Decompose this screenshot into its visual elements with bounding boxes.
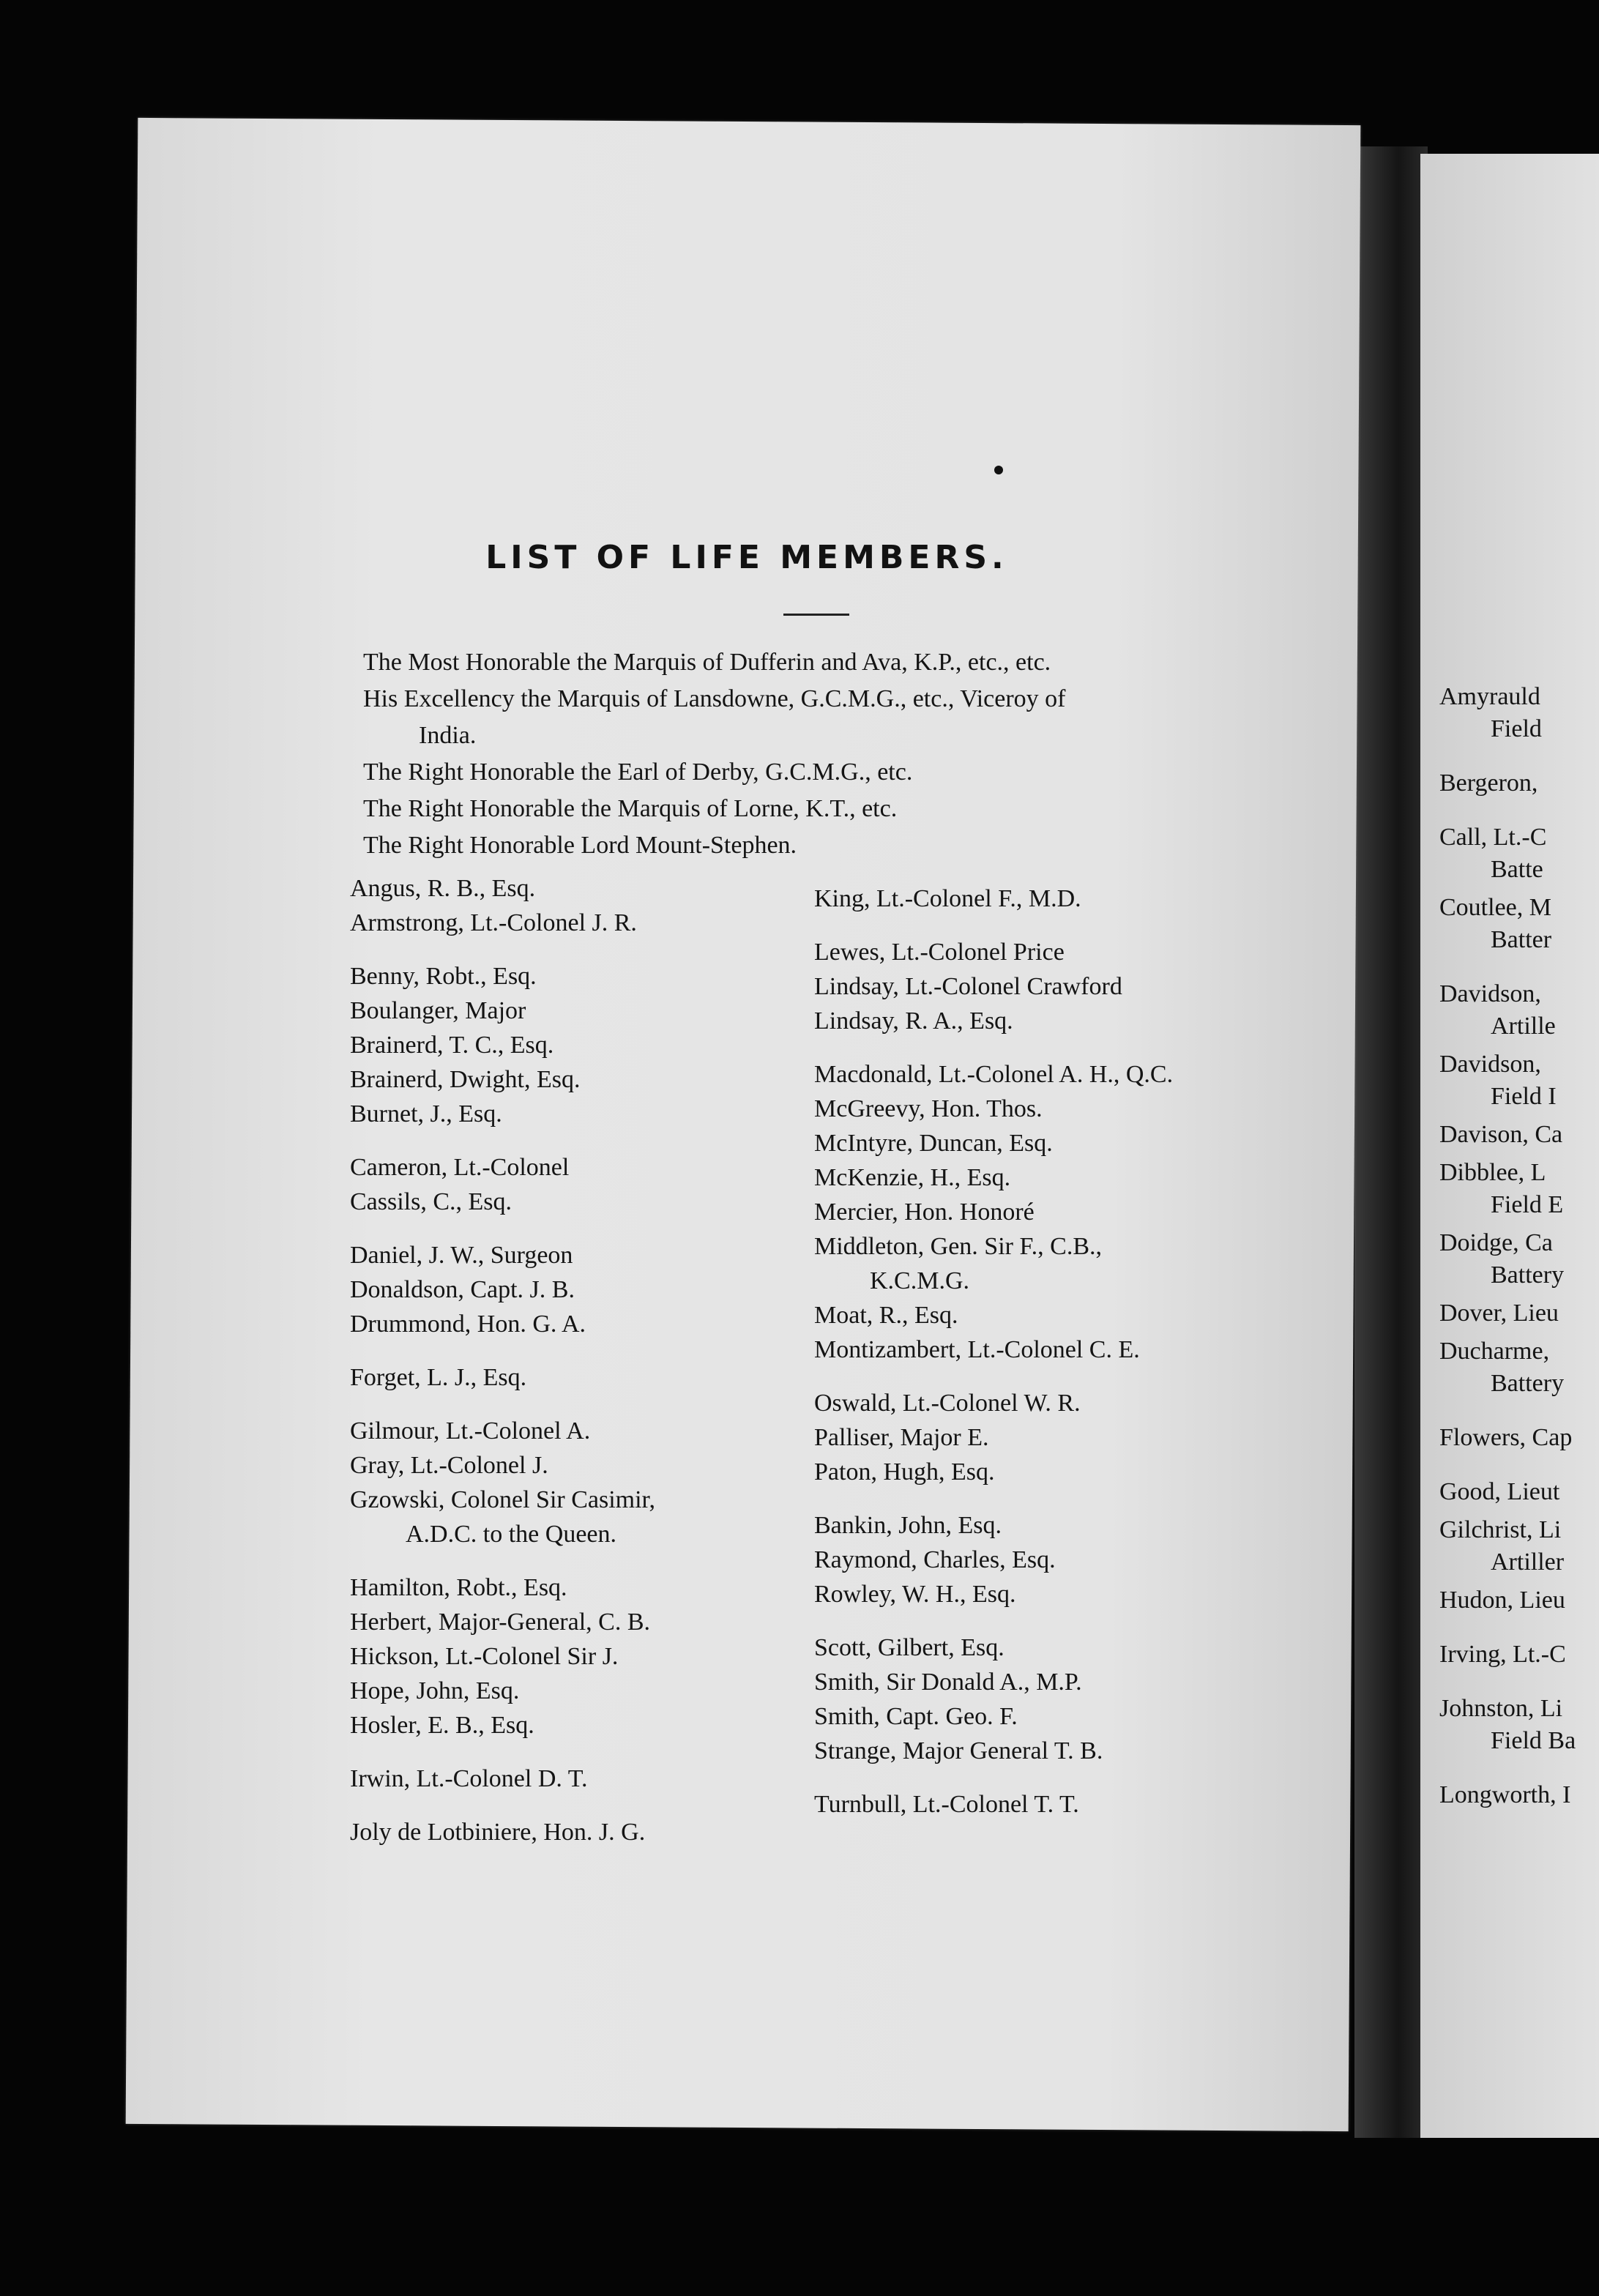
right-page-entry-continuation: Field Ba bbox=[1491, 1727, 1576, 1754]
member-name: Benny, Robt., Esq. bbox=[350, 963, 537, 990]
right-page-entry bbox=[1439, 892, 1576, 956]
right-page-entry bbox=[1439, 1157, 1576, 1221]
right-page-entry-name: Dover, Lieu bbox=[1439, 1300, 1559, 1327]
member-entry bbox=[350, 1448, 789, 1483]
honorary-member-line: The Right Honorable the Marquis of Lorne, K.T., etc. bbox=[363, 795, 898, 822]
right-page-entry-continuation: Field I bbox=[1491, 1083, 1557, 1110]
right-page-entry bbox=[1439, 978, 1576, 1043]
member-name: Bankin, John, Esq. bbox=[814, 1512, 1002, 1539]
member-group bbox=[350, 1570, 789, 1742]
member-entry bbox=[814, 1787, 1371, 1822]
member-name: Smith, Capt. Geo. F. bbox=[814, 1703, 1018, 1730]
member-group bbox=[350, 959, 789, 1131]
right-page-entry bbox=[1439, 1779, 1576, 1811]
member-name: Boulanger, Major bbox=[350, 997, 526, 1024]
right-page-entry bbox=[1439, 681, 1576, 745]
member-entry bbox=[350, 1708, 789, 1742]
right-page-entry-name: Longworth, I bbox=[1439, 1781, 1571, 1808]
member-entry bbox=[350, 1062, 789, 1097]
page-mark bbox=[994, 466, 1003, 474]
member-entry bbox=[814, 1057, 1371, 1092]
member-name: Hamilton, Robt., Esq. bbox=[350, 1574, 567, 1601]
right-page-entry-continuation: Artiller bbox=[1491, 1548, 1565, 1576]
member-name: Lindsay, R. A., Esq. bbox=[814, 1007, 1013, 1035]
member-entry bbox=[814, 881, 1371, 916]
member-group bbox=[814, 1386, 1371, 1489]
member-entry bbox=[814, 1734, 1371, 1768]
member-entry bbox=[814, 1160, 1371, 1195]
right-page-entry-name: Davidson, bbox=[1439, 1051, 1541, 1078]
member-name: Hope, John, Esq. bbox=[350, 1677, 520, 1704]
member-entry bbox=[350, 1028, 789, 1062]
right-page-entry-name: Coutlee, M bbox=[1439, 894, 1551, 921]
member-group bbox=[814, 1057, 1371, 1367]
member-entry bbox=[814, 1004, 1371, 1038]
member-name: Montizambert, Lt.-Colonel C. E. bbox=[814, 1336, 1140, 1363]
member-entry bbox=[814, 1332, 1371, 1367]
member-entry bbox=[814, 1455, 1371, 1489]
member-entry bbox=[350, 1815, 789, 1849]
member-entry bbox=[350, 1185, 789, 1219]
member-name: Smith, Sir Donald A., M.P. bbox=[814, 1669, 1082, 1696]
right-page-entries bbox=[1439, 681, 1576, 1817]
member-name: Gray, Lt.-Colonel J. bbox=[350, 1452, 548, 1479]
member-name: McGreevy, Hon. Thos. bbox=[814, 1095, 1043, 1122]
member-name: Armstrong, Lt.-Colonel J. R. bbox=[350, 909, 637, 936]
right-page-entry-continuation: Batte bbox=[1491, 856, 1543, 883]
member-entry bbox=[350, 1414, 789, 1448]
member-group bbox=[350, 1414, 789, 1551]
member-entry bbox=[814, 1386, 1371, 1420]
member-entry bbox=[350, 1570, 789, 1605]
member-name: Angus, R. B., Esq. bbox=[350, 875, 536, 902]
member-entry bbox=[350, 906, 789, 940]
member-name: King, Lt.-Colonel F., M.D. bbox=[814, 885, 1081, 912]
member-entry bbox=[814, 1420, 1371, 1455]
member-name: Turnbull, Lt.-Colonel T. T. bbox=[814, 1791, 1079, 1818]
right-page-entry-continuation: Artille bbox=[1491, 1013, 1556, 1040]
member-group bbox=[814, 1787, 1371, 1822]
member-entry bbox=[814, 1126, 1371, 1160]
honorary-member-line: The Most Honorable the Marquis of Dufferin and Ava, K.P., etc., etc. bbox=[363, 649, 1051, 676]
right-page-entry-name: Davison, Ca bbox=[1439, 1121, 1563, 1148]
member-name: Oswald, Lt.-Colonel W. R. bbox=[814, 1390, 1081, 1417]
right-page-entry bbox=[1439, 1693, 1576, 1757]
right-page-entry-name: Bergeron, bbox=[1439, 769, 1538, 797]
right-page-entry bbox=[1439, 1584, 1576, 1617]
right-page-entry bbox=[1439, 1476, 1576, 1508]
page-title: LIST OF LIFE MEMBERS. bbox=[485, 539, 1008, 576]
member-entry bbox=[814, 1508, 1371, 1543]
member-entry bbox=[350, 1097, 789, 1131]
right-page-entry-name: Doidge, Ca bbox=[1439, 1229, 1553, 1256]
member-name: Raymond, Charles, Esq. bbox=[814, 1546, 1056, 1573]
member-entry bbox=[350, 1639, 789, 1674]
member-name: Hickson, Lt.-Colonel Sir J. bbox=[350, 1643, 619, 1670]
member-group bbox=[350, 1360, 789, 1395]
member-name: Cassils, C., Esq. bbox=[350, 1188, 512, 1215]
right-page bbox=[1420, 154, 1599, 2138]
right-page-entry-continuation: Batter bbox=[1491, 926, 1552, 953]
member-group bbox=[350, 1150, 789, 1219]
right-page-entry-name: Amyrauld bbox=[1439, 683, 1540, 710]
member-name: Drummond, Hon. G. A. bbox=[350, 1311, 586, 1338]
member-entry bbox=[814, 1665, 1371, 1699]
member-group bbox=[814, 1630, 1371, 1768]
right-page-entry bbox=[1439, 1335, 1576, 1400]
right-page-entry bbox=[1439, 1639, 1576, 1671]
member-group bbox=[350, 1762, 789, 1796]
title-rule bbox=[783, 614, 849, 616]
member-name: Daniel, J. W., Surgeon bbox=[350, 1242, 573, 1269]
right-page-entry-name: Hudon, Lieu bbox=[1439, 1587, 1565, 1614]
member-group bbox=[350, 871, 789, 940]
right-page-entry-name: Flowers, Cap bbox=[1439, 1424, 1573, 1451]
right-page-entry bbox=[1439, 767, 1576, 800]
right-page-entry bbox=[1439, 821, 1576, 886]
member-name: McIntyre, Duncan, Esq. bbox=[814, 1130, 1053, 1157]
member-name: Lindsay, Lt.-Colonel Crawford bbox=[814, 973, 1122, 1000]
member-name: Forget, L. J., Esq. bbox=[350, 1364, 527, 1391]
member-entry bbox=[814, 1298, 1371, 1332]
right-page-entry-name: Ducharme, bbox=[1439, 1338, 1550, 1365]
member-name: Brainerd, Dwight, Esq. bbox=[350, 1066, 581, 1093]
member-name: Burnet, J., Esq. bbox=[350, 1100, 502, 1128]
member-name: Rowley, W. H., Esq. bbox=[814, 1581, 1016, 1608]
member-entry bbox=[814, 969, 1371, 1004]
member-entry bbox=[814, 1577, 1371, 1611]
member-entry bbox=[814, 1543, 1371, 1577]
member-entry bbox=[350, 1605, 789, 1639]
member-name: McKenzie, H., Esq. bbox=[814, 1164, 1011, 1191]
member-entry bbox=[814, 935, 1371, 969]
member-entry bbox=[814, 1229, 1371, 1298]
member-entry bbox=[814, 1699, 1371, 1734]
member-group bbox=[350, 1238, 789, 1341]
member-name: Mercier, Hon. Honoré bbox=[814, 1199, 1035, 1226]
right-page-entry bbox=[1439, 1227, 1576, 1292]
right-page-entry bbox=[1439, 1297, 1576, 1330]
member-entry bbox=[350, 1307, 789, 1341]
members-column-b bbox=[814, 881, 1371, 1841]
member-entry bbox=[814, 1630, 1371, 1665]
member-entry bbox=[350, 994, 789, 1028]
member-name: Gzowski, Colonel Sir Casimir, bbox=[350, 1486, 656, 1513]
member-entry bbox=[350, 1272, 789, 1307]
right-page-entry-continuation: Battery bbox=[1491, 1370, 1565, 1397]
right-page-entry bbox=[1439, 1514, 1576, 1578]
member-name: Irwin, Lt.-Colonel D. T. bbox=[350, 1765, 588, 1792]
member-group bbox=[814, 881, 1371, 916]
member-name: Macdonald, Lt.-Colonel A. H., Q.C. bbox=[814, 1061, 1174, 1088]
member-group bbox=[814, 935, 1371, 1038]
honorary-member-line: The Right Honorable Lord Mount-Stephen. bbox=[363, 832, 797, 859]
member-name: Moat, R., Esq. bbox=[814, 1302, 958, 1329]
member-entry bbox=[350, 959, 789, 994]
honorary-member-continuation: India. bbox=[419, 722, 477, 749]
member-group bbox=[350, 1815, 789, 1849]
member-name: Palliser, Major E. bbox=[814, 1424, 989, 1451]
member-entry bbox=[350, 1150, 789, 1185]
member-name-continuation: K.C.M.G. bbox=[870, 1267, 970, 1294]
member-name-continuation: A.D.C. to the Queen. bbox=[406, 1521, 617, 1548]
right-page-entry-name: Irving, Lt.-C bbox=[1439, 1641, 1566, 1668]
honorary-list bbox=[363, 644, 1417, 864]
right-page-entry-name: Dibblee, L bbox=[1439, 1159, 1546, 1186]
right-page-entry-name: Gilchrist, Li bbox=[1439, 1516, 1562, 1543]
honorary-member-line: The Right Honorable the Earl of Derby, G.C.M.G., etc. bbox=[363, 758, 913, 786]
member-name: Strange, Major General T. B. bbox=[814, 1737, 1103, 1764]
right-page-entry bbox=[1439, 1119, 1576, 1151]
member-name: Middleton, Gen. Sir F., C.B., bbox=[814, 1233, 1103, 1260]
right-page-entry-continuation: Field bbox=[1491, 715, 1542, 742]
member-name: Paton, Hugh, Esq. bbox=[814, 1458, 995, 1486]
honorary-member-line: His Excellency the Marquis of Lansdowne, G.C.M.G., etc., Viceroy of bbox=[363, 685, 1066, 712]
member-entry bbox=[814, 1092, 1371, 1126]
member-name: Lewes, Lt.-Colonel Price bbox=[814, 939, 1065, 966]
member-entry bbox=[350, 1483, 789, 1551]
member-entry bbox=[350, 1762, 789, 1796]
right-page-entry-name: Davidson, bbox=[1439, 980, 1541, 1007]
member-name: Scott, Gilbert, Esq. bbox=[814, 1634, 1004, 1661]
member-entry bbox=[350, 1360, 789, 1395]
right-page-entry bbox=[1439, 1048, 1576, 1113]
members-column-a bbox=[350, 871, 789, 1868]
member-entry bbox=[350, 871, 789, 906]
member-name: Joly de Lotbiniere, Hon. J. G. bbox=[350, 1819, 646, 1846]
member-entry bbox=[350, 1674, 789, 1708]
member-name: Cameron, Lt.-Colonel bbox=[350, 1154, 570, 1181]
right-page-entry-name: Call, Lt.-C bbox=[1439, 824, 1547, 851]
member-name: Brainerd, T. C., Esq. bbox=[350, 1032, 554, 1059]
right-page-entry-name: Johnston, Li bbox=[1439, 1695, 1563, 1722]
member-entry bbox=[814, 1195, 1371, 1229]
member-entry bbox=[350, 1238, 789, 1272]
member-group bbox=[814, 1508, 1371, 1611]
right-page-entry-continuation: Field E bbox=[1491, 1191, 1564, 1218]
right-page-entry-name: Good, Lieut bbox=[1439, 1478, 1560, 1505]
member-name: Donaldson, Capt. J. B. bbox=[350, 1276, 575, 1303]
right-page-entry bbox=[1439, 1422, 1576, 1454]
member-name: Hosler, E. B., Esq. bbox=[350, 1712, 534, 1739]
member-name: Herbert, Major-General, C. B. bbox=[350, 1609, 651, 1636]
right-page-entry-continuation: Battery bbox=[1491, 1261, 1565, 1289]
member-name: Gilmour, Lt.-Colonel A. bbox=[350, 1417, 591, 1445]
